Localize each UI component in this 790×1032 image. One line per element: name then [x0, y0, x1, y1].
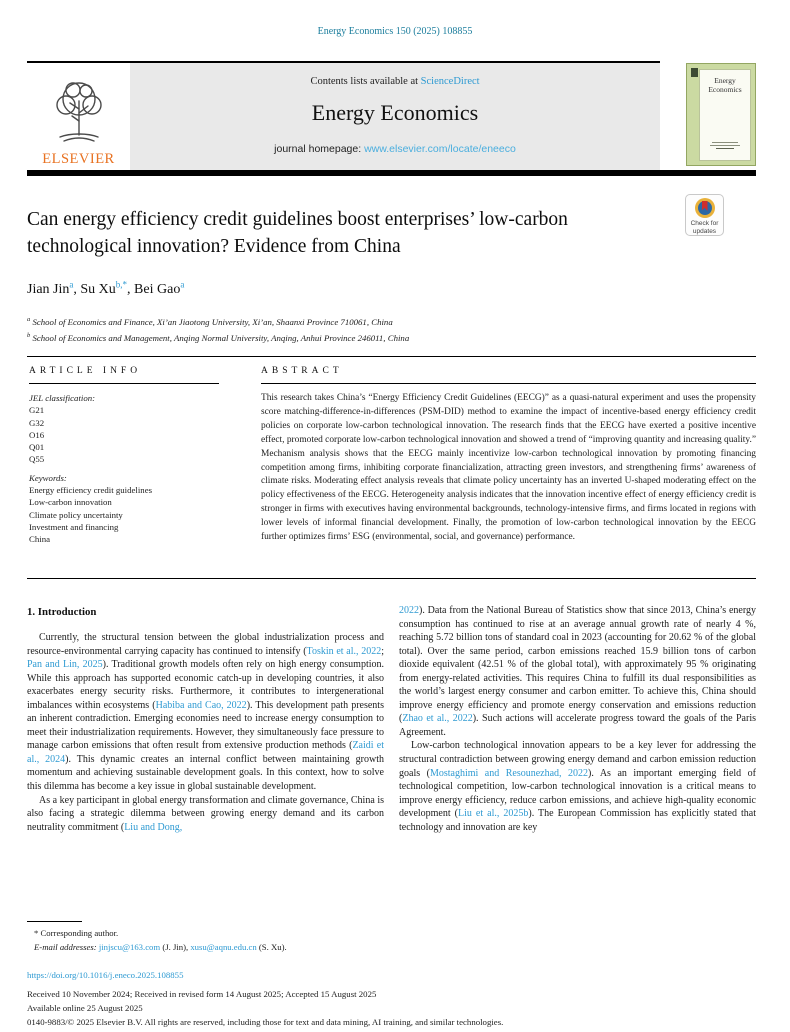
footnote-rule [27, 921, 82, 922]
doi-link[interactable]: https://doi.org/10.1016/j.eneco.2025.108855 [27, 970, 184, 980]
affiliation-text: School of Economics and Finance, Xi’an Jiaotong University, Xi’an, Shaanxi Province 710061, China [30, 316, 393, 327]
masthead [27, 61, 660, 170]
author-name: Jian Jin [27, 281, 70, 297]
author-affiliation-sup[interactable]: a [180, 279, 185, 289]
author [27, 279, 81, 297]
body-paragraph: Low-carbon technological innovation appears to be a key lever for addressing the structural contradiction between growing energy demand and carbon emission reduction goals (Mostaghimi and Resounezhad, 2022). As an important emerging field of technological competition, low-carbon technological innovation is a critical means to improve energy efficiency, reduce carbon emissions, and achieve high-quality economic development (Liu et al., 2025b). The European Commission has explicitly stated that technology and innovation are key [399, 740, 756, 833]
body-paragraph: As a key participant in global energy transformation and climate governance, China is also facing a strategic dilemma between growing energy demand and its carbon neutrality commitment (Liu and Dong, [27, 794, 384, 833]
abstract-section [261, 366, 756, 545]
email-links: jinjscu@163.com (J. Jin), xusu@aqnu.edu.cn (S. Xu). [98, 941, 287, 952]
elsevier-wordmark: ELSEVIER [42, 151, 115, 167]
available-online: Available online 25 August 2025 [27, 1003, 143, 1013]
author [80, 279, 135, 297]
citation-link[interactable]: Mostaghimi and Resounezhad, 2022 [429, 767, 589, 779]
received-dates: Received 10 November 2024; Received in revised form 14 August 2025; Accepted 15 August 2025 [27, 989, 377, 999]
abstract-heading: ABSTRACT [261, 366, 343, 376]
jel-code: O16 [29, 429, 45, 440]
section-divider [27, 356, 756, 357]
body-paragraph: 2022). Data from the National Bureau of Statistics show that since 2013, China’s energy consumption has continued to rise at an average annual growth rate of nearly 4 %, reaching 5.72 billion tons of standard coal in 2023 (accounting for 20.62 % of the global total). Over the same period, carbon emissions reached 15.9 billion tons of carbon dioxide equivalent (42.51 % of the global total), with approximately 95 % originating from energy-related activities. This requires China to fulfill its dual responsibilities as the world’s largest energy consumer and carbon emitter. To achieve this, China should improve energy efficiency and promote energy conservation and emissions reduction (Zhao et al., 2022). Such actions will accelerate progress toward the goals of the Paris Agreement. [399, 605, 756, 738]
jel-code: Q55 [29, 454, 45, 465]
affiliations [27, 313, 409, 345]
footnote-block [27, 921, 387, 954]
article-info-section [29, 366, 219, 546]
badge-line2: updates [692, 227, 717, 235]
jel-code: G21 [29, 405, 45, 416]
citation-link[interactable]: 2022 [399, 605, 419, 616]
cover-inner-panel [699, 69, 751, 161]
body-paragraph: Currently, the structural tension between the global industrialization process and resource-environmental carrying capacity has continued to intensify (Toskin et al., 2022; Pan and Lin, 2025). Traditional growth models often rely on high energy consumption. While this approach has supported economic catch-up in developing countries, it also exacerbates energy security risks. Furthermore, it contributes to intergenerational imbalances within ecosystems (Habiba and Cao, 2022). This development path presents an inherent contradiction. Emerging economies need to increase energy consumption to meet their industrialization requirements. However, they simultaneously face pressure to manage carbon emissions that often result from extensive production methods (Zaidi et al., 2024). This dynamic creates an internal conflict between maintaining growth momentum and achieving sustainable development goals. In this context, how to solve this dilemma has become a key issue in global sustainable development. [27, 632, 385, 793]
body-column-left [27, 631, 384, 834]
elsevier-tree-icon [50, 79, 108, 150]
keyword: Climate policy uncertainty [29, 509, 123, 520]
article-info-rule [29, 383, 219, 384]
email-label: E-mail addresses: [34, 941, 97, 952]
abstract-rule [261, 383, 756, 384]
author-name: Su Xu [80, 281, 116, 297]
author-affiliation-sup[interactable]: b,* [115, 279, 128, 289]
copyright-line: 0140-9883/© 2025 Elsevier B.V. All rights are reserved, including those for text and data mining, AI training, and similar technologies. [27, 1017, 504, 1027]
affiliation-sup: b [27, 331, 31, 339]
jel-code: Q01 [29, 442, 45, 453]
citation-link[interactable]: Liu and Dong, [124, 821, 183, 833]
author-separator: , [73, 281, 81, 297]
cover-publisher-mark [691, 68, 698, 77]
abstract-text: This research takes China’s “Energy Efficiency Credit Guidelines (EECG)” as a quasi-natural experiment and uses the propensity score matching-difference-in-differences (PSM-DID) method to examine the impact of incentive-based energy efficiency credit policies on corporate low-carbon technological innovation. The research finds that the EECG have exerted a positive incentive effect, promoted corporate low-carbon technological innovation and showed a trend of “improving quantity and increasing quality.” Mechanism analysis shows that the EECG mainly incentivize low-carbon technological innovation by promoting financing competition among firms, inhibiting corporate financialization, attracting green investors, and strengthening firms’ awareness of climate risks. Moderating effect analysis reveals that climate policy uncertainty has an inverted U-shaped moderating effect on the policy effectiveness of the EECG. Heterogeneity analysis indicates that the innovation incentive effect of energy efficiency credit is stronger in firms with executives having environmental backgrounds, technology-intensive firms, and firms located in regions with lower levels of informal financial development. Finally, the promotion of low-carbon technological innovation by the EECG further optimizes firms’ ESG (environmental, social, and governance) performance. [261, 393, 756, 543]
affiliation [27, 329, 409, 345]
affiliation [27, 313, 409, 329]
email-addresses-line [27, 941, 387, 955]
sciencedirect-link[interactable]: ScienceDirect [420, 76, 480, 87]
keyword: Low-carbon innovation [29, 497, 112, 508]
citation-link[interactable]: Pan and Lin, 2025 [27, 659, 103, 671]
masthead-divider-bar [27, 170, 756, 176]
contents-prefix: Contents lists available at [310, 76, 421, 87]
article-info-heading: ARTICLE INFO [29, 366, 142, 376]
badge-line1: Check for [690, 220, 719, 227]
journal-reference[interactable]: Energy Economics 150 (2025) 108855 [317, 26, 473, 37]
check-for-updates-badge[interactable] [685, 194, 724, 236]
abstract-bottom-divider [27, 578, 756, 579]
footer-block [27, 968, 756, 1029]
journal-homepage-link[interactable]: www.elsevier.com/locate/eneeco [364, 143, 516, 155]
jel-code: G32 [29, 417, 45, 428]
keyword: Energy efficiency credit guidelines [29, 485, 153, 496]
contents-line [130, 76, 660, 87]
jel-label: JEL classification: [29, 393, 96, 403]
cover-journal-title: Energy Economics [708, 76, 742, 94]
keywords-label: Keywords: [29, 472, 67, 483]
author-name: Bei Gao [134, 281, 181, 297]
elsevier-logo[interactable] [27, 63, 130, 170]
author-list [27, 279, 184, 298]
crossmark-icon [695, 198, 715, 218]
section-heading-introduction: 1. Introduction [27, 606, 97, 618]
citation-link[interactable]: Zhao et al., 2022 [402, 713, 473, 725]
affiliation-sup: a [27, 316, 31, 323]
citation-link[interactable]: xusu@aqnu.edu.cn [190, 941, 257, 952]
homepage-line [130, 143, 660, 155]
corresponding-author-note: * Corresponding author. [34, 928, 119, 938]
citation-link[interactable]: Toskin et al., 2022 [306, 645, 382, 657]
citation-link[interactable]: Zaidi et al., 2024 [27, 740, 384, 765]
author-affiliation-sup[interactable]: a [69, 279, 74, 289]
keyword: China [29, 534, 51, 545]
citation-link[interactable]: Liu et al., 2025b [458, 808, 529, 820]
affiliation-text: School of Economics and Management, Anqing Normal University, Anqing, Anhui Province 246011, China [30, 332, 410, 343]
cover-fineprint-lines [710, 140, 740, 151]
journal-cover-thumbnail [686, 63, 756, 166]
author [134, 279, 185, 297]
author-separator: , [127, 281, 135, 297]
homepage-prefix: journal homepage: [274, 143, 365, 155]
journal-title: Energy Economics [311, 100, 479, 125]
citation-link[interactable]: jinjscu@163.com [98, 941, 161, 952]
masthead-panel [130, 63, 660, 170]
citation-link[interactable]: Habiba and Cao, 2022 [155, 699, 247, 711]
keyword: Investment and financing [29, 521, 119, 532]
article-title: Can energy efficiency credit guidelines boost enterprises’ low-carbon technological innovation? Evidence from China [27, 209, 568, 257]
body-column-right [399, 604, 756, 834]
